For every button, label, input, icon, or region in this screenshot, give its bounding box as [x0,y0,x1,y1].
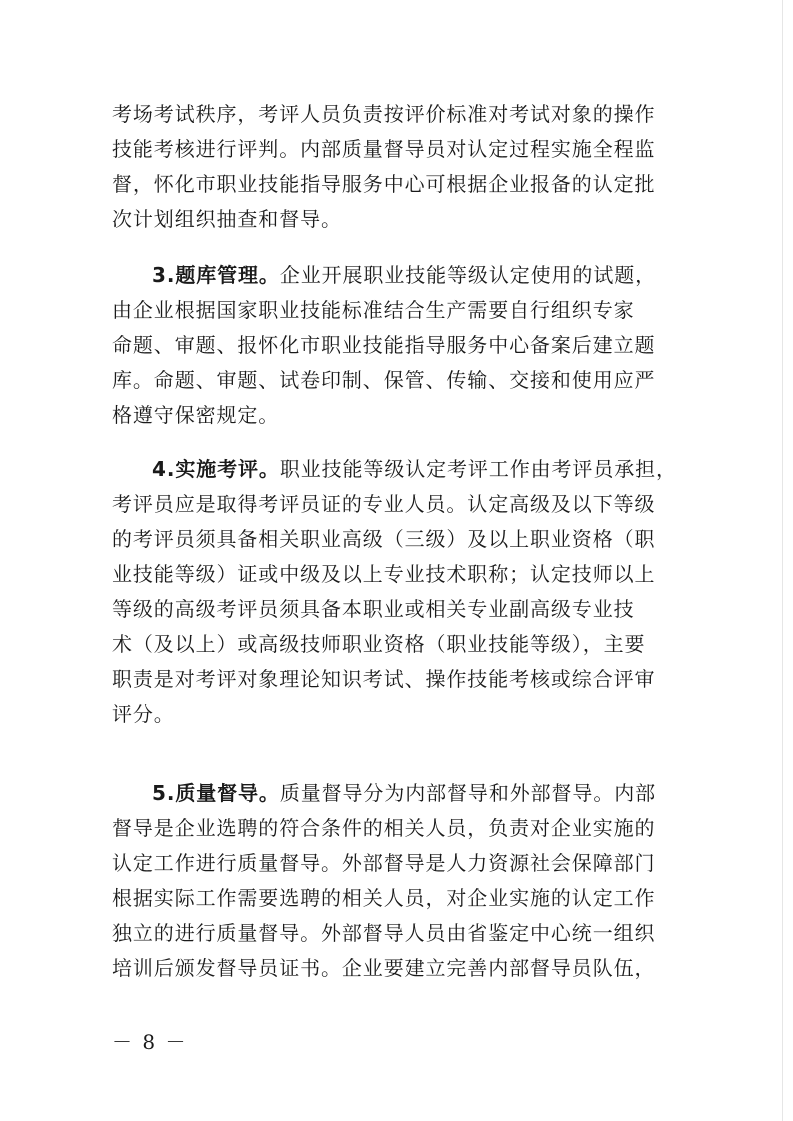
text-line: 评分。 [112,702,175,726]
text-line: 督导是企业选聘的符合条件的相关人员，负责对企业实施的 [112,816,656,840]
section-question-bank [112,258,684,433]
text-line: 考评员应是取得考评员证的专业人员。认定高级及以下等级 [112,492,656,516]
text-line: 独立的进行质量督导。外部督导人员由省鉴定中心统一组织 [112,921,656,945]
text-line: 次计划组织抽查和督导。 [112,207,342,231]
text-line: 术（及以上）或高级技师职业资格（职业技能等级），主要 [112,632,646,656]
section-heading: 4.实施考评。 [152,457,280,481]
text-line: 等级的高级考评员须具备本职业或相关专业副高级专业技 [112,597,635,621]
text-line: 格遵守保密规定。 [112,403,280,427]
text-line: 技能考核进行评判。内部质量督导员对认定过程实施全程监 [112,137,656,161]
text-line: 职责是对考评对象理论知识考试、操作技能考核或综合评审 [112,667,656,691]
section-heading: 3.题库管理。 [152,263,280,287]
text-line: 库。命题、审题、试卷印制、保管、传输、交接和使用应严 [112,368,656,392]
text-span: 职业技能等级认定考评工作由考评员承担， [279,457,677,481]
paragraph-continuation [112,97,684,237]
text-line: 督，怀化市职业技能指导服务中心可根据企业报备的认定批 [112,172,656,196]
text-span: 企业开展职业技能等级认定使用的试题， [279,263,657,287]
page-number: － 8 － [112,1030,188,1054]
section-quality-supervision [112,776,684,986]
text-line: 考场考试秩序，考评人员负责按评价标准对考试对象的操作 [112,102,656,126]
section-heading: 5.质量督导。 [152,781,280,805]
text-line: 由企业根据国家职业技能标准结合生产需要自行组织专家 [112,298,635,322]
text-span: 质量督导分为内部督导和外部督导。内部 [279,781,657,805]
text-line: 命题、审题、报怀化市职业技能指导服务中心备案后建立题 [112,333,656,357]
text-line: 根据实际工作需要选聘的相关人员，对企业实施的认定工作 [112,886,656,910]
section-assessment [112,452,684,732]
text-line [112,452,684,487]
text-line [112,776,684,811]
text-line: 的考评员须具备相关职业高级（三级）及以上职业资格（职 [112,527,656,551]
text-line: 业技能等级）证或中级及以上专业技术职称；认定技师以上 [112,562,656,586]
scan-edge-divider [782,0,783,1121]
text-line [112,258,684,293]
text-line: 培训后颁发督导员证书。企业要建立完善内部督导员队伍， [112,956,656,980]
text-line: 认定工作进行质量督导。外部督导是人力资源社会保障部门 [112,851,656,875]
